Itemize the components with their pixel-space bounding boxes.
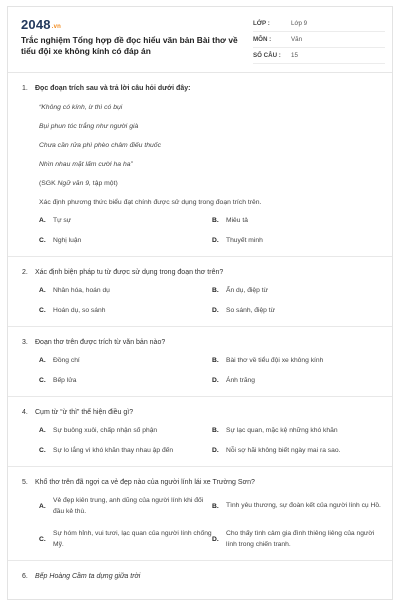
passage (39, 103, 378, 208)
option-c[interactable] (39, 236, 212, 246)
question-text: Cụm từ “ừ thì” thể hiện điều gì? (35, 409, 134, 416)
source-book: Ngữ văn 9, (57, 180, 91, 187)
option-d[interactable] (212, 529, 385, 550)
question-text: Khổ thơ trên đã ngợi ca vẻ đẹp nào của người lính lái xe Trường Sơn? (35, 479, 255, 486)
option-text: Nghị luận (53, 237, 82, 244)
option-letter: B. (212, 357, 219, 364)
option-d[interactable] (212, 306, 385, 316)
option-text: So sánh, điệp từ (226, 307, 276, 314)
passage-line: “Không có kính, ừ thì có bụi (39, 104, 123, 111)
option-c[interactable] (39, 446, 212, 456)
option-letter: A. (39, 427, 46, 434)
question-instruction: Xác định phương thức biểu đạt chính được sử dụng trong đoạn trích trên. (39, 199, 262, 206)
option-letter: A. (39, 357, 46, 364)
option-text: Sự lo lắng vì khó khăn thay nhau ập đến (53, 447, 174, 454)
source-prefix: (SGK (39, 180, 58, 187)
option-letter: B. (212, 502, 219, 510)
meta-value: 15 (291, 52, 298, 59)
option-text: Miêu tả (226, 217, 248, 224)
question-number: 5. (22, 479, 28, 486)
option-b[interactable] (212, 426, 385, 436)
option-a[interactable] (39, 356, 212, 366)
option-d[interactable] (212, 376, 385, 386)
passage-line: Nhìn nhau mặt lấm cười ha ha” (39, 161, 133, 168)
question-number: 4. (22, 409, 28, 416)
option-letter: D. (212, 307, 219, 314)
passage-line: Bụi phun tóc trắng như người già (39, 123, 139, 130)
option-c[interactable] (39, 306, 212, 316)
option-a[interactable] (39, 496, 212, 517)
option-text: Bếp lửa (53, 377, 77, 384)
option-text: Vẻ đẹp kiên trung, anh dũng của người lính khi đối đầu kẻ thù. (53, 497, 204, 515)
option-letter: B. (212, 287, 219, 294)
option-letter: A. (39, 287, 46, 294)
meta-key: SỐ CÂU : (253, 52, 281, 59)
question-number: 1. (22, 85, 28, 92)
meta-row-subject (253, 32, 385, 48)
question-text: Đoạn thơ trên được trích từ văn bản nào? (35, 339, 166, 346)
meta-row-grade (253, 16, 385, 32)
option-b[interactable] (212, 216, 385, 226)
option-a[interactable] (39, 426, 212, 436)
option-letter: D. (212, 535, 219, 543)
option-letter: C. (39, 377, 46, 384)
meta-table (253, 16, 385, 64)
question-3 (8, 327, 392, 397)
option-a[interactable] (39, 216, 212, 226)
option-text: Đồng chí (53, 357, 80, 364)
option-letter: C. (39, 307, 46, 314)
option-letter: A. (39, 502, 46, 510)
options (39, 426, 378, 456)
option-c[interactable] (39, 529, 212, 550)
option-b[interactable] (212, 496, 385, 517)
option-letter: C. (39, 535, 46, 543)
logo-text: 2048 (21, 17, 51, 32)
passage-line: Chưa cần rửa phì phèo châm điếu thuốc (39, 142, 161, 149)
meta-value: Lớp 9 (291, 20, 308, 27)
meta-value: Văn (291, 36, 303, 43)
option-text: Nhân hóa, hoán dụ (53, 287, 110, 294)
logo-suffix: .vn (51, 24, 62, 30)
option-text: Bài thơ về tiểu đội xe không kính (226, 357, 324, 364)
question-list (8, 73, 392, 592)
option-letter: C. (39, 447, 46, 454)
option-text: Sự lạc quan, mặc kệ những khó khăn (226, 427, 338, 434)
option-text: Sự hóm hỉnh, vui tươi, lạc quan của người lính chống Mỹ. (53, 530, 212, 548)
option-letter: A. (39, 217, 46, 224)
options (39, 496, 381, 550)
option-text: Hoán dụ, so sánh (53, 307, 106, 314)
question-1 (8, 73, 392, 257)
meta-key: LỚP : (253, 20, 270, 27)
question-text: Bếp Hoàng Cầm ta dựng giữa trời (35, 573, 141, 580)
option-text: Tự sự (53, 217, 72, 224)
site-logo[interactable] (21, 17, 61, 32)
option-text: Tình yêu thương, sự đoàn kết của người lính cụ Hồ. (226, 502, 381, 510)
options (39, 356, 378, 386)
option-d[interactable] (212, 236, 385, 246)
option-text: Ánh trăng (226, 377, 255, 384)
question-number: 6. (22, 573, 28, 580)
option-letter: D. (212, 237, 219, 244)
option-b[interactable] (212, 356, 385, 366)
option-letter: C. (39, 237, 46, 244)
question-number: 2. (22, 269, 28, 276)
question-number: 3. (22, 339, 28, 346)
option-text: Thuyết minh (226, 237, 263, 244)
options (39, 216, 378, 246)
option-letter: B. (212, 217, 219, 224)
options (39, 286, 378, 316)
question-5 (8, 467, 392, 561)
passage-source (39, 179, 378, 198)
option-letter: D. (212, 447, 219, 454)
option-text: Ẩn dụ, điệp từ (226, 287, 269, 294)
question-4 (8, 397, 392, 467)
question-text: Đọc đoạn trích sau và trả lời câu hỏi dưới đây: (35, 85, 191, 92)
meta-key: MÔN : (253, 36, 272, 43)
question-text: Xác định biện pháp tu từ được sử dụng trong đoạn thơ trên? (35, 269, 224, 276)
header (8, 7, 392, 73)
option-b[interactable] (212, 286, 385, 296)
option-letter: B. (212, 427, 219, 434)
option-d[interactable] (212, 446, 385, 456)
page-title: Trắc nghiệm Tổng hợp đề đọc hiểu văn bản Bài thơ về tiểu đội xe không kính có đáp án (21, 35, 238, 56)
source-suffix: tập một) (90, 180, 118, 187)
question-6 (8, 561, 392, 592)
worksheet (7, 6, 393, 600)
option-text: Sự buông xuôi, chấp nhận số phận (53, 427, 158, 434)
option-text: Nỗi sợ hãi không biết ngày mai ra sao. (226, 447, 341, 454)
option-c[interactable] (39, 376, 212, 386)
meta-row-count (253, 48, 385, 64)
question-2 (8, 257, 392, 327)
option-a[interactable] (39, 286, 212, 296)
option-letter: D. (212, 377, 219, 384)
option-text: Cho thấy tình cảm gia đình thiêng liêng của người lính trong chiến tranh. (226, 530, 375, 548)
